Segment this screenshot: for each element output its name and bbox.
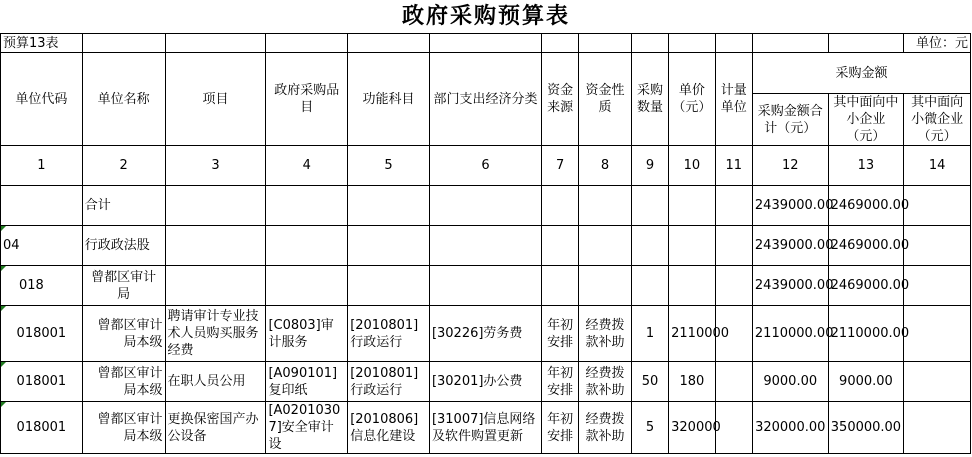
- cell-measure: [715, 362, 752, 402]
- cell-function: [2010801]行政运行: [348, 306, 430, 362]
- cell-source: 年初安排: [541, 402, 578, 454]
- cell-price: [669, 266, 715, 306]
- cell-code: [1, 186, 83, 226]
- cell-price: 180: [669, 362, 715, 402]
- cell-qty: [631, 226, 668, 266]
- header-project: 项目: [165, 53, 266, 146]
- cell-function: [348, 186, 430, 226]
- header-amount-sme: 其中面向中小企业（元）: [828, 94, 904, 146]
- cell-econ: [429, 266, 541, 306]
- cell-sme: 2469000.00: [828, 186, 904, 226]
- procurement-table: [0, 33, 971, 454]
- table-row: [1, 266, 971, 306]
- cell-name: 曾都区审计局本级: [82, 362, 165, 402]
- cell-econ: [429, 226, 541, 266]
- cell-category: [266, 226, 348, 266]
- header-econ: 部门支出经济分类: [429, 53, 541, 146]
- cell-nature: 经费拨款补助: [579, 402, 631, 454]
- table-row: [1, 306, 971, 362]
- cell-econ: [30226]劳务费: [429, 306, 541, 362]
- cell-measure: [715, 226, 752, 266]
- cell-project: [165, 186, 266, 226]
- cell-price: 2110000: [669, 306, 715, 362]
- table-row: [1, 362, 971, 402]
- cell-code: 018001: [1, 362, 83, 402]
- cell-econ: [31007]信息网络及软件购置更新: [429, 402, 541, 454]
- cell-code: 018: [1, 266, 83, 306]
- cell-nature: 经费拨款补助: [579, 362, 631, 402]
- cell-total: 2439000.00: [752, 186, 828, 226]
- cell-micro: [904, 362, 971, 402]
- col-number: 14: [904, 146, 971, 186]
- cell-qty: [631, 266, 668, 306]
- cell-code: 04: [1, 226, 83, 266]
- header-function: 功能科目: [348, 53, 430, 146]
- cell-total: 320000.00: [752, 402, 828, 454]
- cell-total: 9000.00: [752, 362, 828, 402]
- cell-category: [A090101]复印纸: [266, 362, 348, 402]
- cell-qty: 5: [631, 402, 668, 454]
- cell-econ: [429, 186, 541, 226]
- cell-name: 曾都区审计局: [82, 266, 165, 306]
- table-code-label: 预算13表: [1, 34, 83, 53]
- cell-name: 合计: [82, 186, 165, 226]
- col-number: 11: [715, 146, 752, 186]
- cell-nature: 经费拨款补助: [579, 306, 631, 362]
- cell-name: 行政政法股: [82, 226, 165, 266]
- col-number: 2: [82, 146, 165, 186]
- cell-function: [348, 266, 430, 306]
- cell-project: 聘请审计专业技术人员购买服务经费: [165, 306, 266, 362]
- cell-project: 在职人员公用: [165, 362, 266, 402]
- header-qty: 采购数量: [631, 53, 668, 146]
- cell-price: [669, 226, 715, 266]
- cell-project: 更换保密国产办公设备: [165, 402, 266, 454]
- cell-qty: 1: [631, 306, 668, 362]
- cell-name: 曾都区审计局本级: [82, 402, 165, 454]
- col-number: 7: [541, 146, 578, 186]
- header-amount-total: 采购金额合计（元）: [752, 94, 828, 146]
- cell-source: 年初安排: [541, 362, 578, 402]
- col-number: 8: [579, 146, 631, 186]
- col-number: 9: [631, 146, 668, 186]
- cell-qty: 50: [631, 362, 668, 402]
- cell-total: 2110000.00: [752, 306, 828, 362]
- cell-source: [541, 266, 578, 306]
- cell-sme: 9000.00: [828, 362, 904, 402]
- cell-function: [2010801]行政运行: [348, 362, 430, 402]
- col-number: 6: [429, 146, 541, 186]
- cell-code: 018001: [1, 402, 83, 454]
- table-row: [1, 226, 971, 266]
- currency-unit-label: 单位：元: [904, 34, 971, 53]
- cell-measure: [715, 266, 752, 306]
- col-number: 10: [669, 146, 715, 186]
- cell-category: [266, 186, 348, 226]
- col-number: 3: [165, 146, 266, 186]
- cell-price: 320000: [669, 402, 715, 454]
- cell-micro: [904, 226, 971, 266]
- cell-function: [348, 226, 430, 266]
- header-fund-source: 资金来源: [541, 53, 578, 146]
- col-number: 1: [1, 146, 83, 186]
- cell-name: 曾都区审计局本级: [82, 306, 165, 362]
- header-amount-micro: 其中面向小微企业（元）: [904, 94, 971, 146]
- cell-sme: 2110000.00: [828, 306, 904, 362]
- cell-micro: [904, 186, 971, 226]
- cell-category: [266, 266, 348, 306]
- cell-source: [541, 226, 578, 266]
- table-row: [1, 402, 971, 454]
- table-row: [1, 186, 971, 226]
- cell-price: [669, 186, 715, 226]
- header-unit-code: 单位代码: [1, 53, 83, 146]
- col-number: 4: [266, 146, 348, 186]
- cell-project: [165, 226, 266, 266]
- cell-econ: [30201]办公费: [429, 362, 541, 402]
- cell-source: [541, 186, 578, 226]
- cell-measure: [715, 186, 752, 226]
- sheet-title: 政府采购预算表: [401, 4, 570, 29]
- header-category: 政府采购品目: [266, 53, 348, 146]
- cell-category: [A02010307]安全审计设: [266, 402, 348, 454]
- cell-sme: 2469000.00: [828, 226, 904, 266]
- cell-micro: [904, 402, 971, 454]
- cell-function: [2010806]信息化建设: [348, 402, 430, 454]
- header-unit-name: 单位名称: [82, 53, 165, 146]
- cell-qty: [631, 186, 668, 226]
- cell-sme: 350000.00: [828, 402, 904, 454]
- cell-source: 年初安排: [541, 306, 578, 362]
- cell-nature: [579, 226, 631, 266]
- col-number: 5: [348, 146, 430, 186]
- col-number: 12: [752, 146, 828, 186]
- column-number-row: [1, 146, 971, 186]
- cell-total: 2439000.00: [752, 266, 828, 306]
- header-measure: 计量单位: [715, 53, 752, 146]
- cell-code: 018001: [1, 306, 83, 362]
- cell-nature: [579, 266, 631, 306]
- cell-micro: [904, 266, 971, 306]
- header-fund-nature: 资金性质: [579, 53, 631, 146]
- cell-category: [C0803]审计服务: [266, 306, 348, 362]
- col-number: 13: [828, 146, 904, 186]
- cell-sme: 2469000.00: [828, 266, 904, 306]
- cell-total: 2439000.00: [752, 226, 828, 266]
- cell-nature: [579, 186, 631, 226]
- cell-micro: [904, 306, 971, 362]
- header-price: 单价（元）: [669, 53, 715, 146]
- header-amount-group: 采购金额: [752, 53, 970, 94]
- cell-project: [165, 266, 266, 306]
